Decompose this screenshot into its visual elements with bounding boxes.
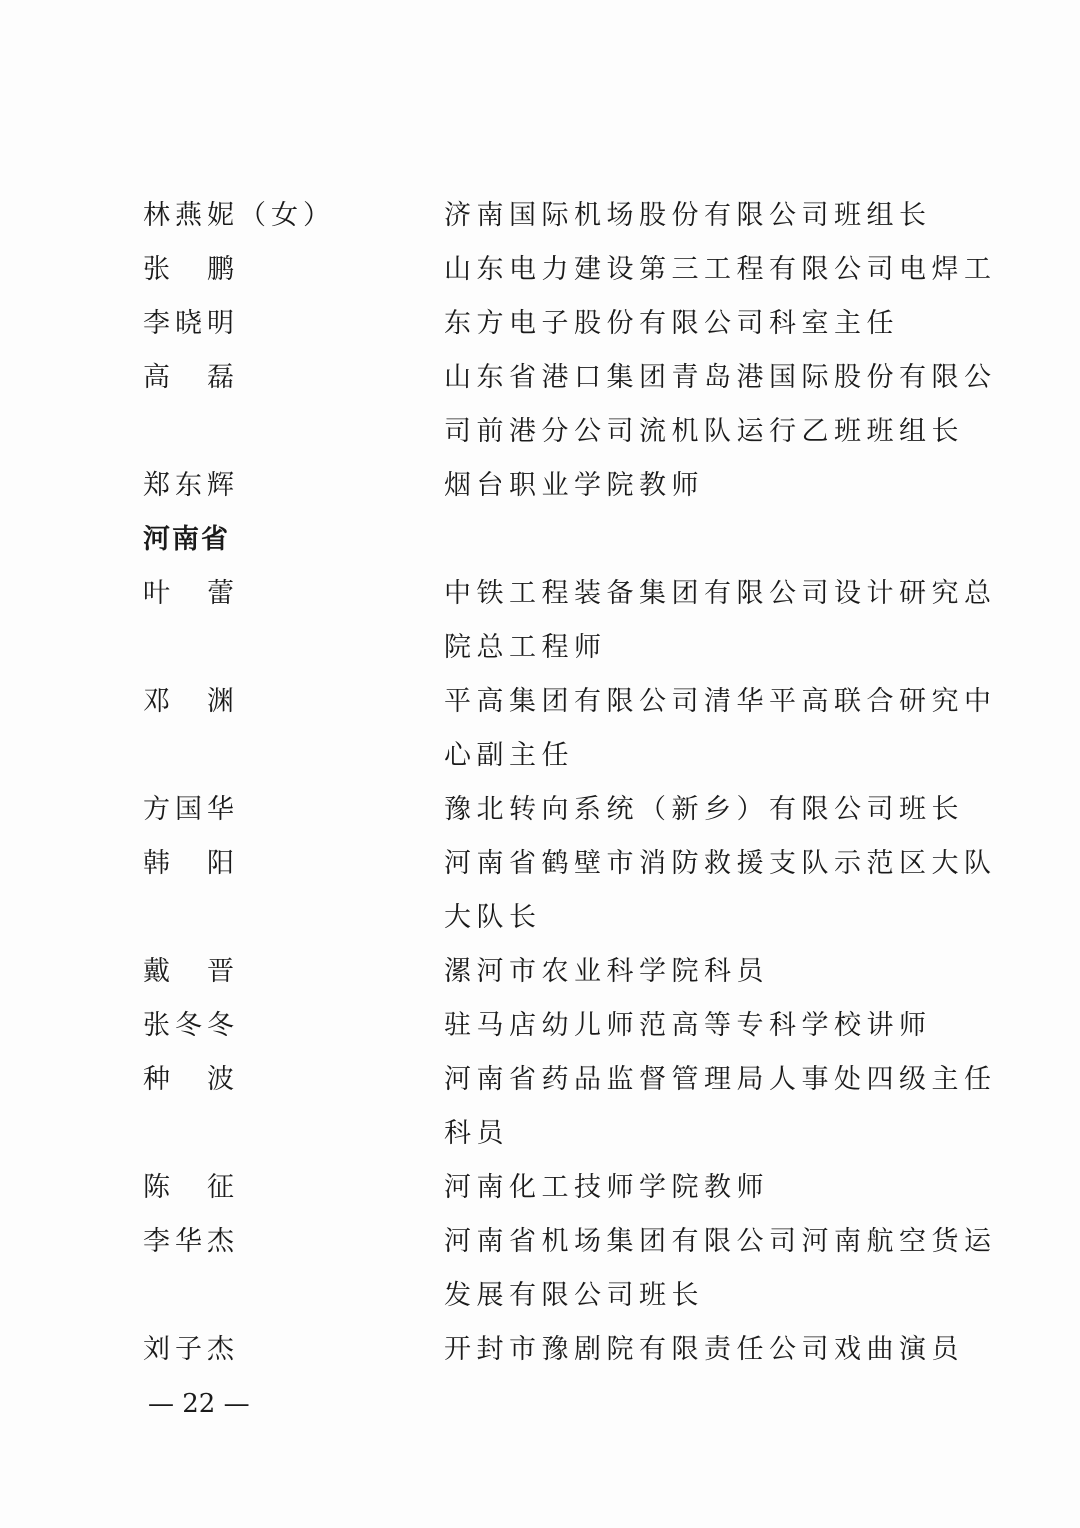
- person-name: 高 磊: [143, 362, 239, 393]
- person-name: 李华杰: [143, 1226, 239, 1257]
- person-organization: 开封市豫剧院有限责任公司戏曲演员: [444, 1334, 964, 1365]
- person-name: 戴 晋: [143, 956, 239, 987]
- province-heading: 河南省: [143, 524, 230, 555]
- person-name: 李晓明: [143, 308, 239, 339]
- person-organization: 烟台职业学院教师: [444, 470, 704, 501]
- person-name: 韩 阳: [143, 848, 239, 879]
- person-organization-cont: 院总工程师: [444, 632, 607, 663]
- person-organization: 中铁工程装备集团有限公司设计研究总: [444, 578, 997, 609]
- person-name: 林燕妮（女）: [143, 200, 335, 231]
- page-number: — 22 —: [148, 1389, 250, 1419]
- person-organization-cont: 发展有限公司班长: [444, 1280, 704, 1311]
- person-organization: 河南省鹤壁市消防救援支队示范区大队: [444, 848, 997, 879]
- person-organization: 河南化工技师学院教师: [444, 1172, 769, 1203]
- person-organization-cont: 科员: [444, 1118, 509, 1149]
- person-name: 张 鹏: [143, 254, 239, 285]
- person-organization: 山东省港口集团青岛港国际股份有限公: [444, 362, 997, 393]
- person-name: 郑东辉: [143, 470, 239, 501]
- person-name: 邓 渊: [143, 686, 239, 717]
- person-organization-cont: 司前港分公司流机队运行乙班班组长: [444, 416, 964, 447]
- person-name: 张冬冬: [143, 1010, 239, 1041]
- person-name: 陈 征: [143, 1172, 239, 1203]
- person-name: 叶 蕾: [143, 578, 239, 609]
- person-organization: 东方电子股份有限公司科室主任: [444, 308, 899, 339]
- person-organization: 济南国际机场股份有限公司班组长: [444, 200, 932, 231]
- person-organization: 河南省药品监督管理局人事处四级主任: [444, 1064, 997, 1095]
- person-organization-cont: 心副主任: [444, 740, 574, 771]
- person-organization: 驻马店幼儿师范高等专科学校讲师: [444, 1010, 932, 1041]
- person-organization: 平高集团有限公司清华平高联合研究中: [444, 686, 997, 717]
- person-name: 方国华: [143, 794, 239, 825]
- person-organization: 豫北转向系统（新乡）有限公司班长: [444, 794, 964, 825]
- person-name: 种 波: [143, 1064, 239, 1095]
- person-organization-cont: 大队长: [444, 902, 542, 933]
- person-name: 刘子杰: [143, 1334, 239, 1365]
- person-organization: 河南省机场集团有限公司河南航空货运: [444, 1226, 997, 1257]
- person-organization: 山东电力建设第三工程有限公司电焊工: [444, 254, 997, 285]
- person-organization: 漯河市农业科学院科员: [444, 956, 769, 987]
